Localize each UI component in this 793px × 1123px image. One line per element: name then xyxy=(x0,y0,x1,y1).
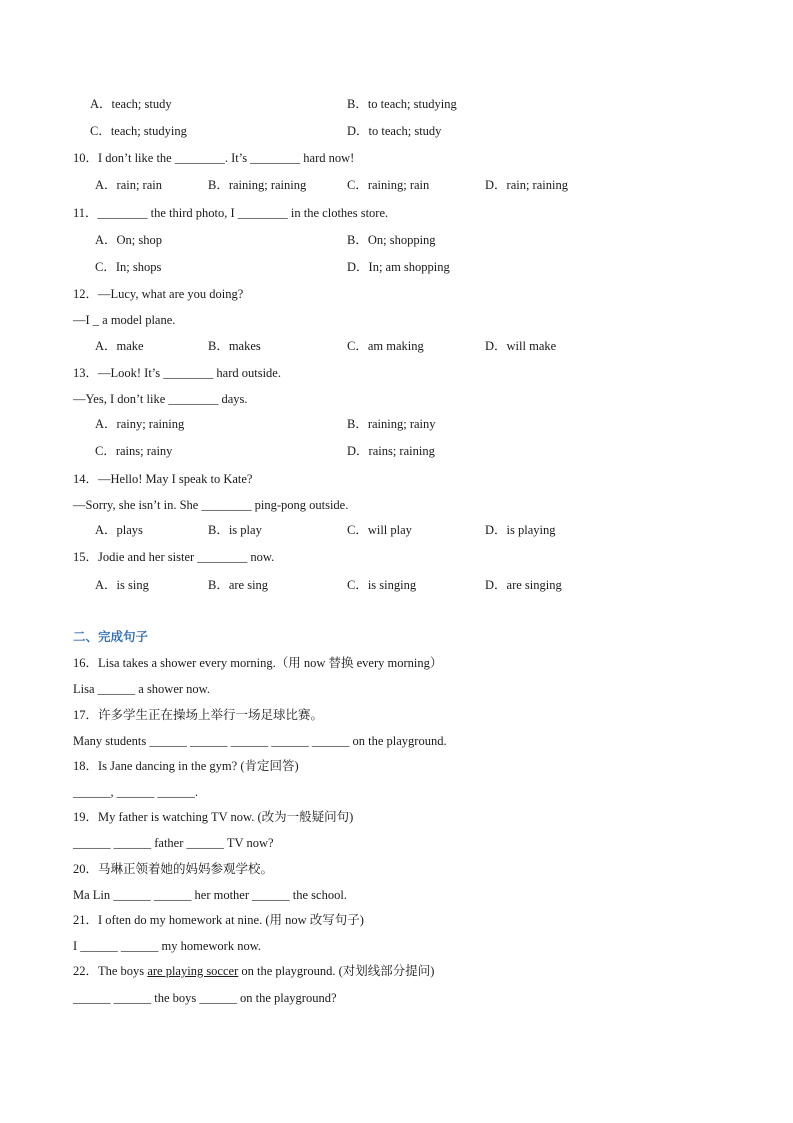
q14-stem-reply: —Sorry, she isn’t in. She ________ ping-pong outside. xyxy=(73,498,349,512)
q14-option-a: A．plays xyxy=(95,523,143,537)
q11-option-b: B．On; shopping xyxy=(347,233,436,247)
q20-stem: 20．马琳正领着她的妈妈参观学校。 xyxy=(73,862,274,876)
q14-option-d: D．is playing xyxy=(485,523,556,537)
q11-option-d: D．In; am shopping xyxy=(347,260,450,274)
q15-option-c: C．is singing xyxy=(347,578,417,592)
q10-option-d: D．rain; raining xyxy=(485,178,568,192)
q10-option-c: C．raining; rain xyxy=(347,178,430,192)
q10-option-a: A．rain; rain xyxy=(95,178,162,192)
q9-option-b: B．to teach; studying xyxy=(347,97,457,111)
q13-stem: 13．—Look! It’s ________ hard outside. xyxy=(73,366,281,380)
q12-option-d: D．will make xyxy=(485,339,557,353)
q15-option-b: B．are sing xyxy=(208,578,269,592)
q9-option-a: A．teach; study xyxy=(90,97,172,111)
q12-option-b: B．makes xyxy=(208,339,261,353)
q11-option-a: A．On; shop xyxy=(95,233,163,247)
q22-stem-post: on the playground. (对划线部分提问) xyxy=(238,964,435,978)
q18-answer-line: ______, ______ ______. xyxy=(73,785,198,799)
q22-underlined-phrase: are playing soccer xyxy=(147,964,239,978)
q22-stem-pre: 22．The boys xyxy=(73,964,148,978)
q17-stem: 17．许多学生正在操场上举行一场足球比赛。 xyxy=(73,708,324,722)
q13-option-a: A．rainy; raining xyxy=(95,417,185,431)
q22-stem xyxy=(73,963,434,979)
q14-option-c: C．will play xyxy=(347,523,412,537)
q19-stem: 19．My father is watching TV now. (改为一般疑问句) xyxy=(73,810,354,824)
q13-option-b: B．raining; rainy xyxy=(347,417,436,431)
q18-stem: 18．Is Jane dancing in the gym? (肯定回答) xyxy=(73,759,299,773)
q10-option-b: B．raining; raining xyxy=(208,178,307,192)
q21-answer-line: I ______ ______ my homework now. xyxy=(73,939,262,953)
q19-answer-line: ______ ______ father ______ TV now? xyxy=(73,836,274,850)
q12-stem: 12．—Lucy, what are you doing? xyxy=(73,287,244,301)
q22-answer-line: ______ ______ the boys ______ on the playground? xyxy=(73,991,337,1005)
q14-option-b: B．is play xyxy=(208,523,262,537)
q13-option-d: D．rains; raining xyxy=(347,444,435,458)
q16-answer-line: Lisa ______ a shower now. xyxy=(73,682,211,696)
q9-option-d: D．to teach; study xyxy=(347,124,442,138)
q16-stem: 16．Lisa takes a shower every morning.（用 now 替换 every morning） xyxy=(73,656,443,670)
q11-stem: 11．________ the third photo, I ________ in the clothes store. xyxy=(73,206,389,220)
q10-stem: 10．I don’t like the ________. It’s ________ hard now! xyxy=(73,151,355,165)
q12-option-c: C．am making xyxy=(347,339,424,353)
q17-answer-line: Many students ______ ______ ______ ______ ______ on the playground. xyxy=(73,734,447,748)
q20-answer-line: Ma Lin ______ ______ her mother ______ the school. xyxy=(73,888,347,902)
section-heading: 二、完成句子 xyxy=(73,629,149,644)
q11-option-c: C．In; shops xyxy=(95,260,162,274)
q9-option-c: C．teach; studying xyxy=(90,124,187,138)
q15-option-a: A．is sing xyxy=(95,578,149,592)
q13-option-c: C．rains; rainy xyxy=(95,444,173,458)
q13-stem-reply: —Yes, I don’t like ________ days. xyxy=(73,392,248,406)
q15-stem: 15．Jodie and her sister ________ now. xyxy=(73,550,275,564)
q15-option-d: D．are singing xyxy=(485,578,562,592)
q12-option-a: A．make xyxy=(95,339,144,353)
q12-stem-reply: —I _ a model plane. xyxy=(73,313,176,327)
q21-stem: 21．I often do my homework at nine. (用 now 改写句子) xyxy=(73,913,364,927)
q14-stem: 14．—Hello! May I speak to Kate? xyxy=(73,472,253,486)
